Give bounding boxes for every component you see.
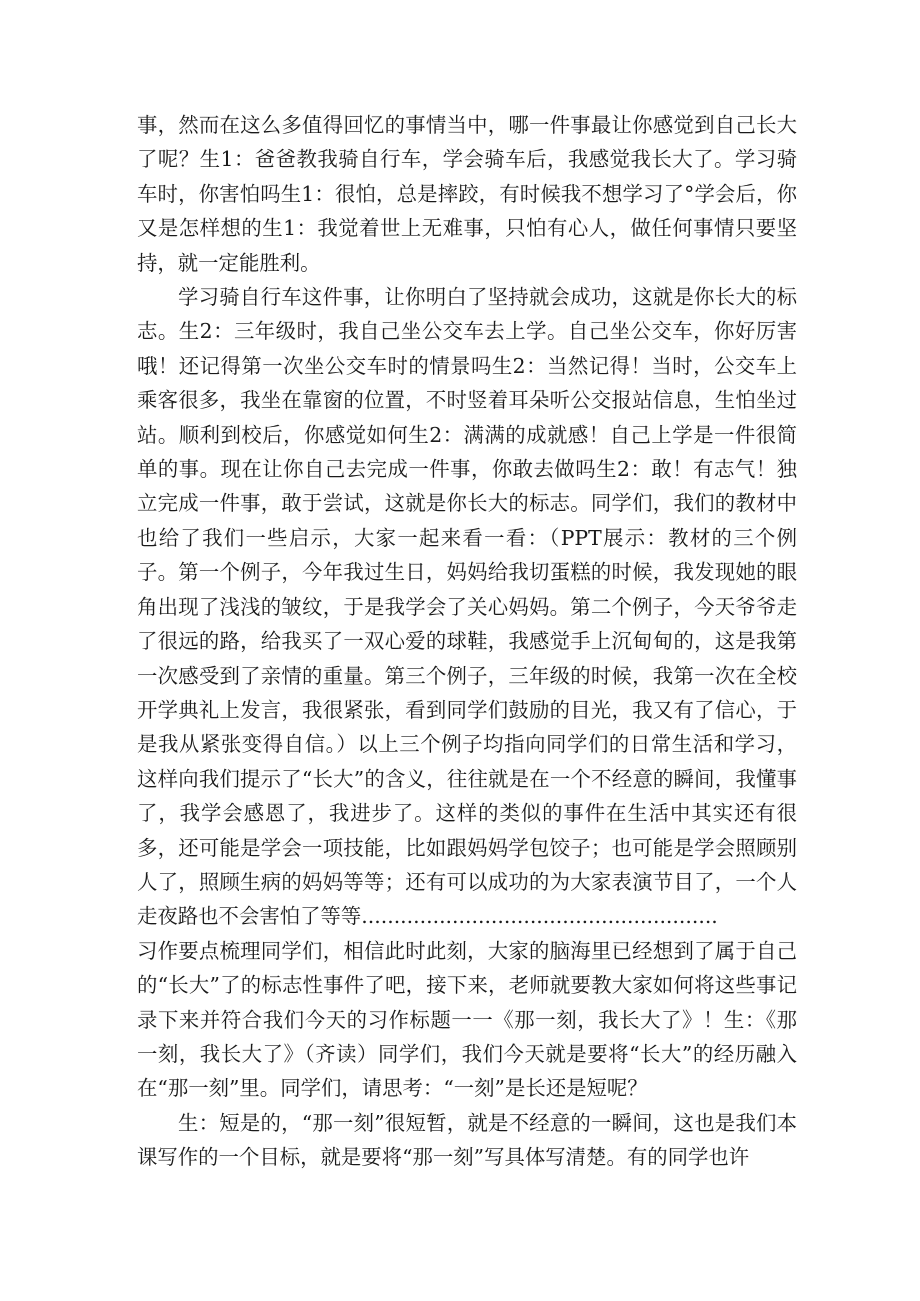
paragraph-2	[137, 280, 797, 934]
paragraph-2-text: 学习骑自行车这件事，让你明白了坚持就会成功，这就是你长大的标志。生2：三年级时，我自己坐公交车去上学。自己坐公交车，你好厉害哦！还记得第一次坐公交车时的情景吗生2：当然记得！当时，公交车上乘客很多，我坐在靠窗的位置，不时竖着耳朵听公交报站信息，生怕坐过站。顺利到校后，你感觉如何生2：满满的成就感！自己上学是一件很简单的事。现在让你自己去完成一件事，你敢去做吗生2：敢！有志气！独立完成一件事，敢于尝试，这就是你长大的标志。同学们，我们的教材中也给了我们一些启示，大家一起来看一看：（PPT展示：教材的三个例子。第一个例子，今年我过生日，妈妈给我切蛋糕的时候，我发现她的眼角出现了浅浅的皱纹，于是我学会了关心妈妈。第二个例子，今天爷爷走了很远的路，给我买了一双心爱的球鞋，我感觉手上沉甸甸的，这是我第一次感受到了亲情的重量。第三个例子，三年级的时候，我第一次在全校开学典礼上发言，我很紧张，看到同学们鼓励的目光，我又有了信心，于是我从紧张变得自信。）以上三个例子均指向同学们的日常生活和学习，这样向我们提示了“长大”的含义，往往就是在一个不经意的瞬间，我懂事了，我学会感恩了，我进步了。这样的类似的事件在生活中其实还有很多，还可能是学会一项技能，比如跟妈妈学包饺子；也可能是学会照顾别人了，照顾生病的妈妈等等；还有可以成功的为大家表演节目了，一个人走夜路也不会害怕了等等	[137, 285, 797, 929]
paragraph-1: 事，然而在这么多值得回忆的事情当中，哪一件事最让你感觉到自己长大了呢？生1：爸爸教我骑自行车，学会骑车后，我感觉我长大了。学习骑车时，你害怕吗生1：很怕，总是摔跤，有时候我不想学习了°学会后，你又是怎样想的生1：我觉着世上无难事，只怕有心人，做任何事情只要坚持，就一定能胜利。	[137, 113, 797, 275]
document-body	[137, 108, 797, 1175]
paragraph-3: 习作要点梳理同学们，相信此时此刻，大家的脑海里已经想到了属于自己的“长大”了的标志性事件了吧，接下来，老师就要教大家如何将这些事记录下来并符合我们今天的习作标题一一《那一刻，我长大了》！生：《那一刻，我长大了》（齐读）同学们，我们今天就是要将“长大”的经历融入在“那一刻”里。同学们，请思考：“一刻”是长还是短呢？	[137, 938, 797, 1101]
paragraph-4: 生：短是的，“那一刻”很短暂，就是不经意的一瞬间，这也是我们本课写作的一个目标，就是要将“那一刻”写具体写清楚。有的同学也许	[137, 1110, 797, 1170]
dot-leader: .......................................................	[361, 904, 718, 929]
